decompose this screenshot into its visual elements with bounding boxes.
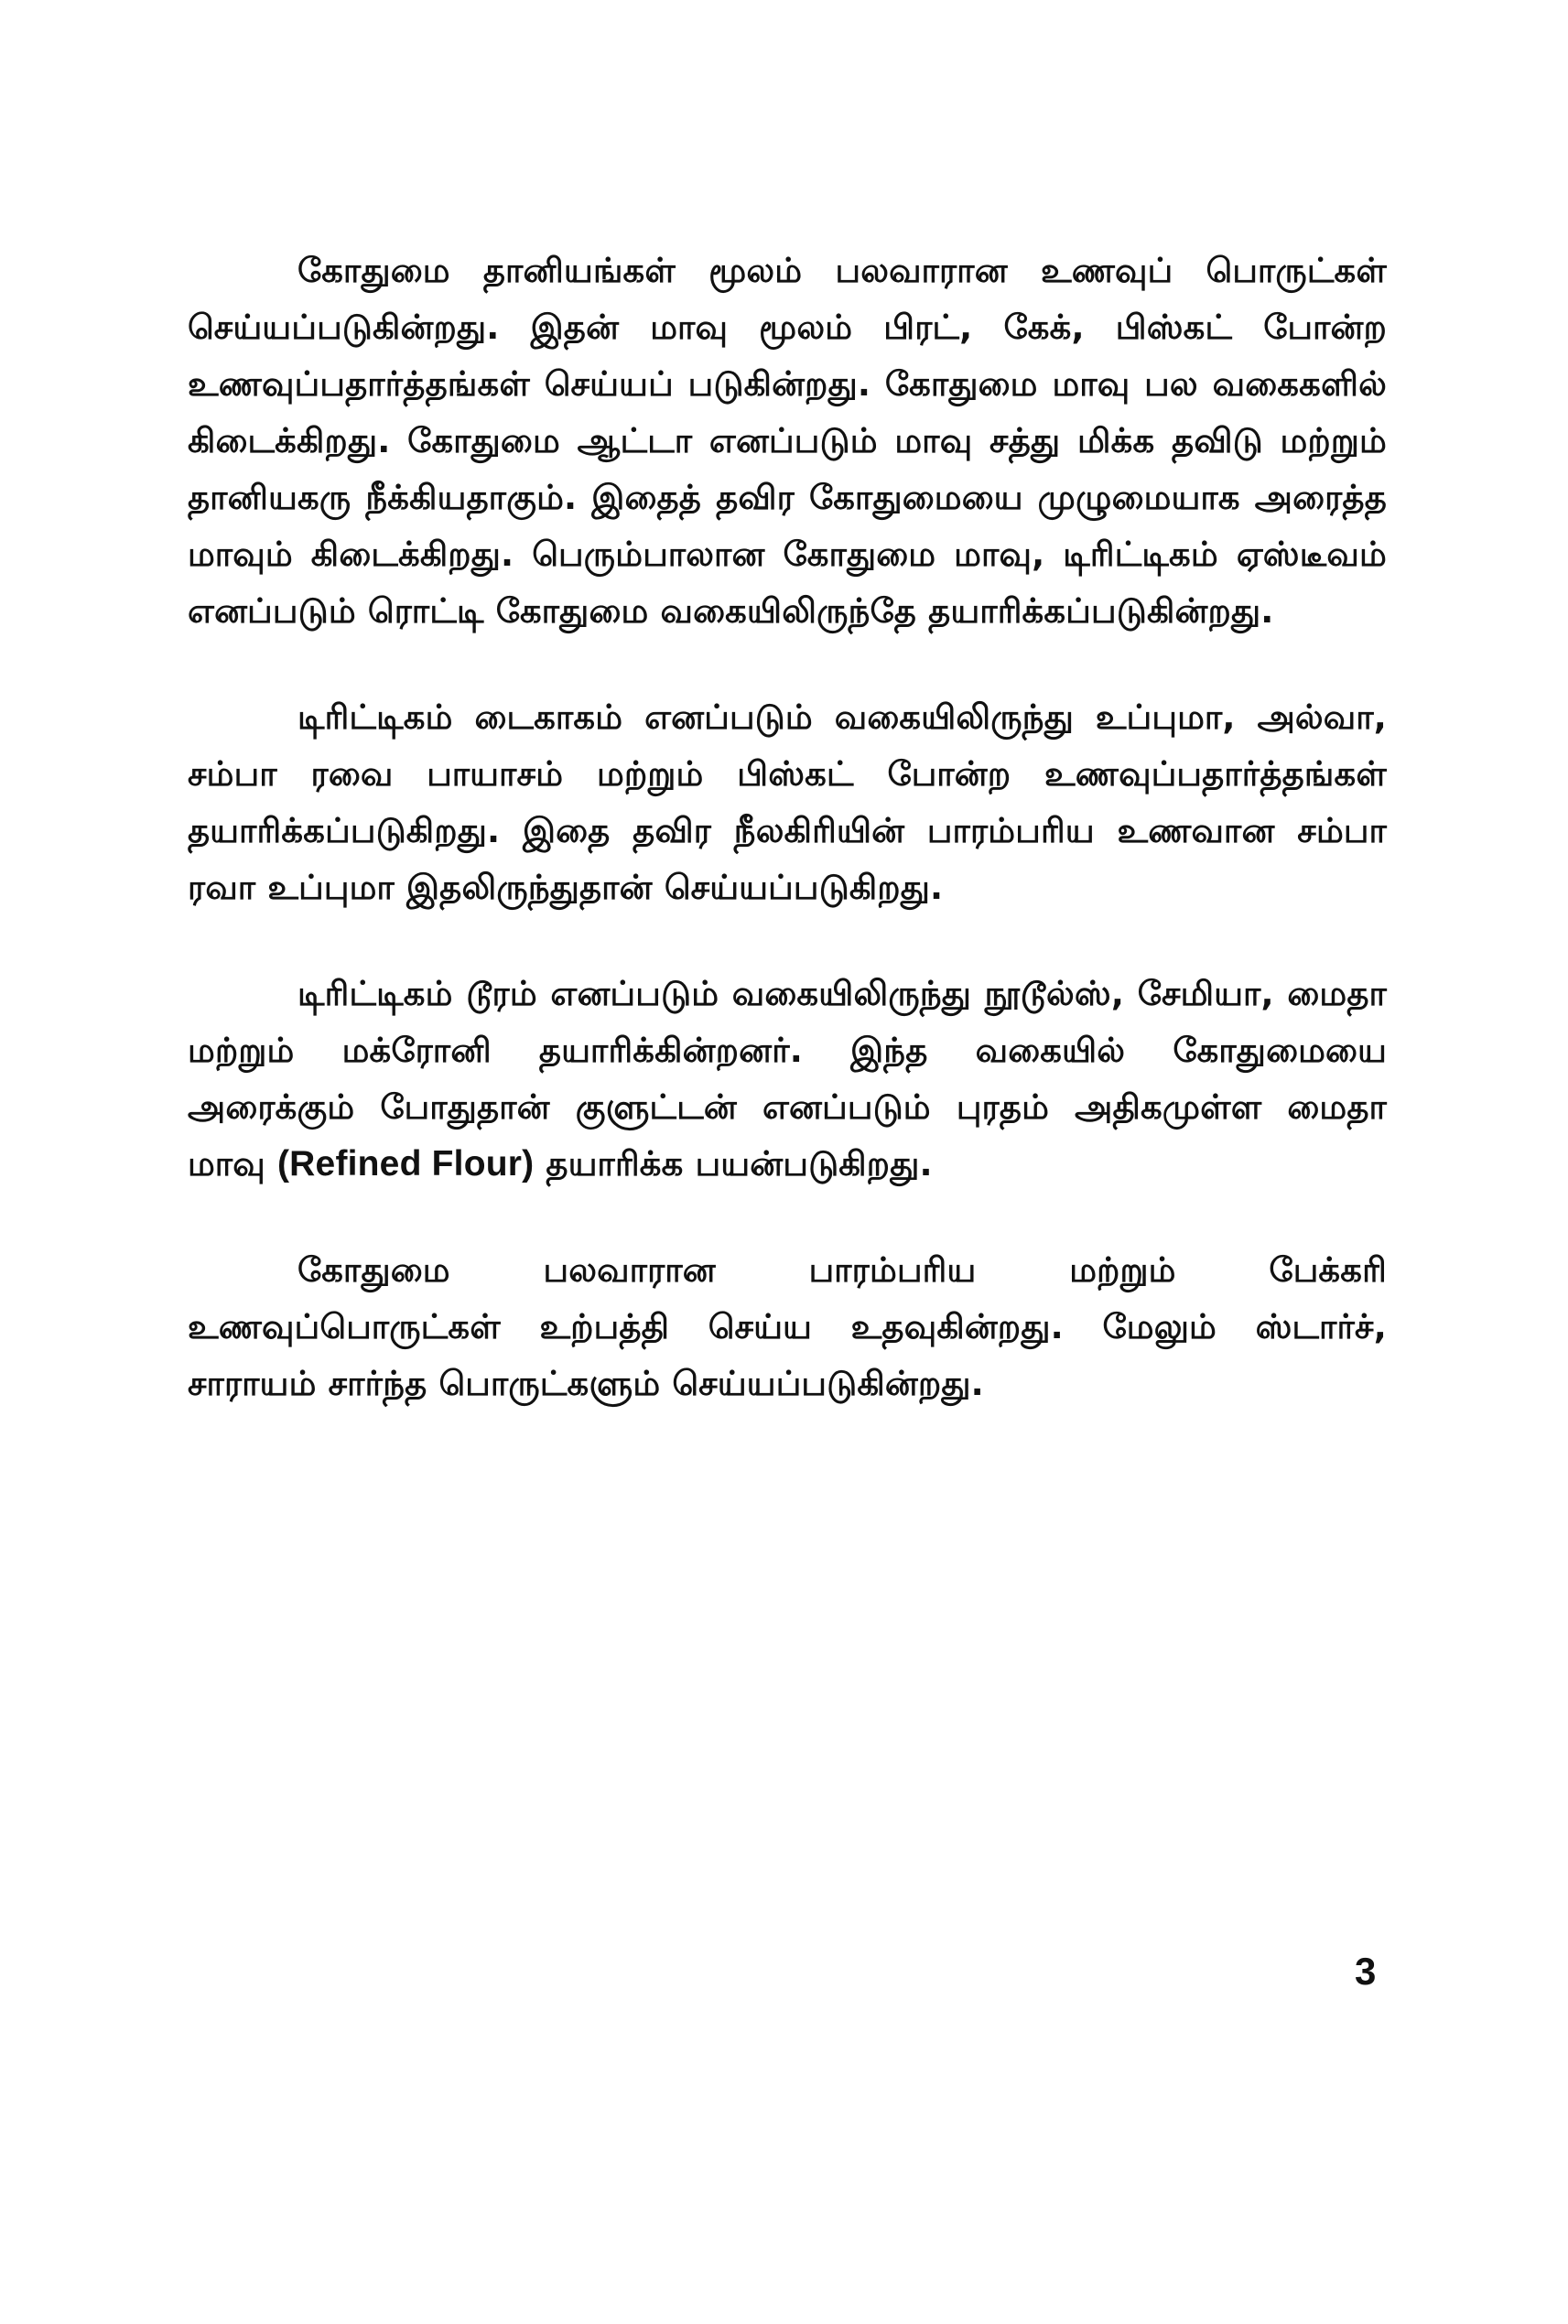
paragraph-3-text-after: தயாரிக்க பயன்படுகிறது. <box>534 1144 933 1184</box>
page-number: 3 <box>1355 1950 1377 1993</box>
paragraph-3-text-before: டிரிட்டிகம் டூரம் எனப்படும் வகையிலிருந்து நூடூல்ஸ், சேமியா, மைதா மற்றும் மக்ரோனி தயாரிக்கின்றனர். இந்த வகையில் கோதுமையை அரைக்கும் போதுதான் குளுட்டன் எனப்படும் புரதம் அதிகமுள்ள மைதா மாவு <box>188 974 1387 1184</box>
paragraph-4: கோதுமை பலவாரான பாரம்பரிய மற்றும் பேக்கரி உணவுப்பொருட்கள் உற்பத்தி செய்ய உதவுகின்றது. மேலும் ஸ்டார்ச், சாராயம் சார்ந்த பொருட்களும் செய்யப்படுகின்றது. <box>188 1250 1387 1403</box>
page-body <box>188 243 1387 1462</box>
refined-flour-term: (Refined Flour) <box>277 1144 535 1184</box>
paragraph-3 <box>188 966 1387 1193</box>
paragraph-1: கோதுமை தானியங்கள் மூலம் பலவாரான உணவுப் பொருட்கள் செய்யப்படுகின்றது. இதன் மாவு மூலம் பிரட், கேக், பிஸ்கட் போன்ற உணவுப்பதார்த்தங்கள் செய்யப் படுகின்றது. கோதுமை மாவு பல வகைகளில் கிடைக்கிறது. கோதுமை ஆட்டா எனப்படும் மாவு சத்து மிக்க தவிடு மற்றும் தானியகரு நீக்கியதாகும். இதைத் தவிர கோதுமையை முழுமையாக அரைத்த மாவும் கிடைக்கிறது. பெரும்பாலான கோதுமை மாவு, டிரிட்டிகம் ஏஸ்டீவம் எனப்படும் ரொட்டி கோதுமை வகையிலிருந்தே தயாரிக்கப்படுகின்றது. <box>188 251 1387 631</box>
paragraph-2: டிரிட்டிகம் டைகாகம் எனப்படும் வகையிலிருந்து உப்புமா, அல்வா, சம்பா ரவை பாயாசம் மற்றும் பிஸ்கட் போன்ற உணவுப்பதார்த்தங்கள் தயாரிக்கப்படுகிறது. இதை தவிர நீலகிரியின் பாரம்பரிய உணவான சம்பா ரவா உப்புமா இதலிருந்துதான் செய்யப்படுகிறது. <box>188 697 1387 907</box>
